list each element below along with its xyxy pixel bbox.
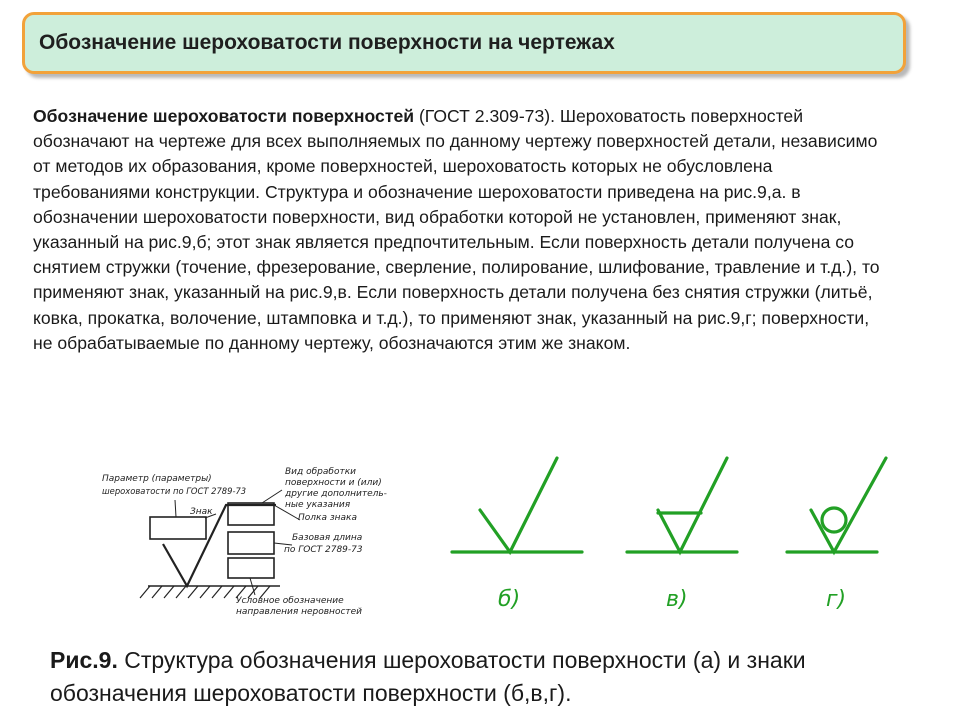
sign-v-mark	[658, 458, 727, 552]
label-param-2: шероховатости по ГОСТ 2789-73	[102, 486, 247, 496]
sign-v	[627, 458, 737, 552]
body-text: (ГОСТ 2.309-73). Шероховатость поверхностей обозначают на чертеже для всех выполняемых по данному чертежу поверхностей детали, независимо от методов их образования, кроме поверхностей, шероховатость которых не обусловлена требованиями конструкции. Структура и обозначение шероховатости приведена на рис.9,а. в обозначении шероховатости поверхности, вид обработки которой не установлен, применяют знак, указанный на рис.9,б; этот знак является предпочтительным. Если поверхность детали получена со снятием стружки (точение, фрезерование, сверление, полирование, шлифование, травление и т.д.), то применяют знак, указанный на рис.9,в. Если поверхность детали получена без снятия стружки (литьё, ковка, прокатка, волочение, штамповка и т.д.), то применяют знак, указанный на рис.9,г; поверхности, не обрабатываемые по данному чертежу, обозначаются этим же знаком.	[33, 106, 880, 353]
label-method-3: другие дополнитель-	[285, 489, 387, 499]
diagram-a	[140, 490, 300, 598]
slide-title: Обозначение шероховатости поверхности на чертежах	[39, 31, 615, 54]
label-sign: Знак	[190, 507, 213, 517]
sign-g-circle	[822, 508, 846, 532]
base-length-box	[228, 532, 274, 554]
caption-bold: Рис.9.	[50, 647, 118, 673]
sign-b-mark	[480, 458, 557, 552]
diagram-a-labels	[102, 467, 387, 617]
label-method-4: ные указания	[285, 500, 351, 510]
sign-v-label: в)	[666, 587, 688, 612]
figure-9	[0, 450, 960, 635]
leader-param	[175, 500, 176, 517]
sign-b-label: б)	[498, 587, 521, 612]
slide-title-box	[22, 12, 906, 74]
body-lead-bold: Обозначение шероховатости поверхностей	[33, 106, 415, 126]
sign-g-mark	[811, 458, 886, 552]
caption-text: Структура обозначения шероховатости поверхности (а) и знаки обозначения шероховатости поверхности (б,в,г).	[50, 647, 806, 706]
figure-caption	[50, 644, 930, 710]
label-direction-1: Условное обозначение	[236, 596, 344, 606]
label-base-2: по ГОСТ 2789-73	[284, 545, 363, 555]
sign-g	[787, 458, 886, 552]
direction-box	[228, 558, 274, 578]
sign-b	[452, 458, 582, 552]
label-shelf: Полка знака	[298, 513, 357, 523]
body-paragraph	[33, 104, 893, 356]
label-param-1: Параметр (параметры)	[102, 474, 212, 484]
method-box	[228, 503, 274, 525]
param-box	[150, 517, 206, 539]
label-method-2: поверхности и (или)	[285, 478, 382, 488]
sign-g-label: г)	[826, 587, 847, 612]
label-method-1: Вид обработки	[285, 467, 356, 477]
leader-method	[262, 490, 282, 503]
label-base-1: Базовая длина	[292, 533, 363, 543]
label-direction-2: направления неровностей	[236, 607, 363, 617]
